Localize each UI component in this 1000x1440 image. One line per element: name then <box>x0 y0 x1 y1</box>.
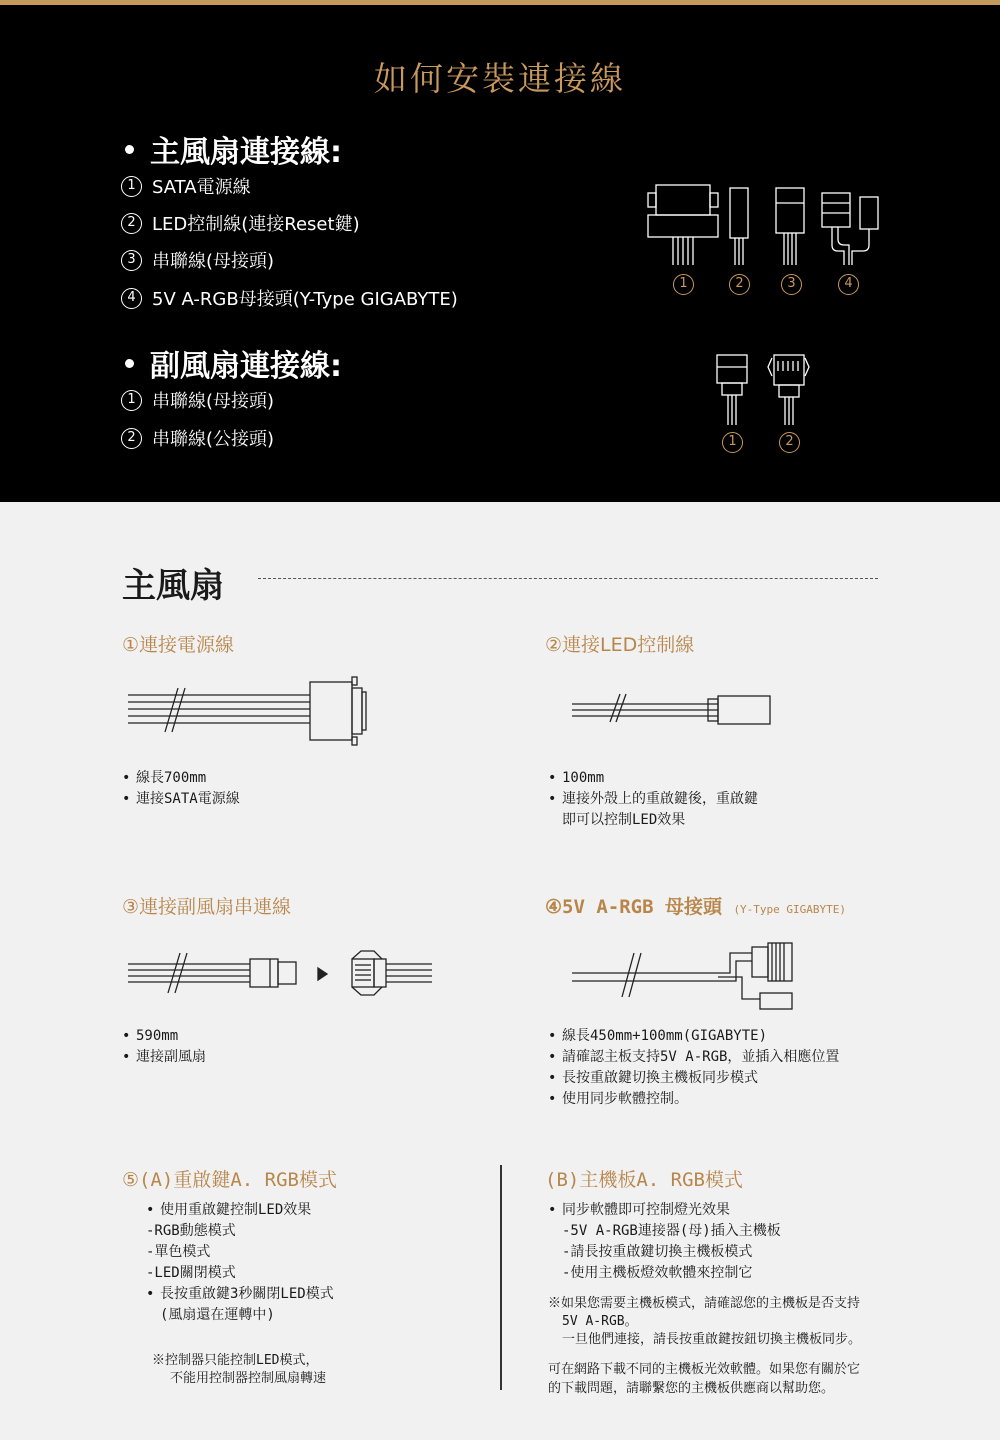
s5b-title: (B)主機板A. RGB模式 <box>545 1169 743 1191</box>
diagram-num-4: 4 <box>838 274 859 295</box>
s2-note-2-cont: 即可以控制LED效果 <box>562 812 686 828</box>
s5b-remark-2: 5V A-RGB。 <box>562 1314 638 1329</box>
s5b-remark <box>548 1295 861 1349</box>
s1-notes <box>122 768 240 810</box>
s4-title-small: (Y-Type GIGABYTE) <box>733 903 847 916</box>
main-fan-heading-text: 主風扇連接線: <box>150 135 342 170</box>
main-item-label: 串聯線(母接頭) <box>152 251 275 272</box>
s4-note-2: • 請確認主板支持5V A-RGB，並插入相應位置 <box>548 1047 839 1068</box>
diagram-num-2: 2 <box>729 274 750 295</box>
diagram-num-3: 3 <box>781 274 802 295</box>
s5a-d2: -單色模式 <box>146 1244 211 1260</box>
sub-diagram-num-1: 1 <box>722 432 743 453</box>
s4-note-1: • 線長450mm+100mm(GIGABYTE) <box>548 1026 839 1047</box>
s5a-remark-2: 不能用控制器控制風扇轉速 <box>170 1371 327 1386</box>
s3-title: ③連接副風扇串連線 <box>122 896 292 918</box>
diagram-num-1: 1 <box>673 274 694 295</box>
sub-diagram-num-2: 2 <box>779 432 800 453</box>
s5b-d3: -使用主機板燈效軟體來控制它 <box>562 1265 753 1281</box>
s4-title <box>545 892 846 919</box>
s5a-d3: -LED關閉模式 <box>146 1265 236 1281</box>
main-item-label: LED控制線(連接Reset鍵) <box>152 214 360 235</box>
s5b-foot-1: 可在網路下載不同的主機板光效軟體。如果您有關於它 <box>548 1362 861 1377</box>
s4-note-4: • 使用同步軟體控制。 <box>548 1089 839 1110</box>
s3-note-1: • 590mm <box>122 1026 206 1047</box>
s2-title: ②連接LED控制線 <box>545 634 695 656</box>
main-item-label: 5V A-RGB母接頭(Y-Type GIGABYTE) <box>152 289 458 310</box>
s3-note-2: • 連接副風扇 <box>122 1047 206 1068</box>
s5a-b2-cont: (風扇還在運轉中) <box>160 1307 275 1323</box>
s4-notes <box>548 1026 839 1110</box>
num-badge: 4 <box>121 288 142 309</box>
argb-cable-illustration <box>560 937 840 1017</box>
s5a-b2: • 長按重啟鍵3秒關閉LED模式 <box>146 1284 334 1305</box>
s5b-remark-1: ※如果您需要主機板模式，請確認您的主機板是否支持 <box>548 1296 861 1311</box>
sub-item-label: 串聯線(公接頭) <box>152 429 275 450</box>
main-connectors-diagram <box>0 5 1000 502</box>
num-badge: 1 <box>121 176 142 197</box>
s5a-b1: • 使用重啟鍵控制LED效果 <box>146 1200 334 1221</box>
s4-title-main: ④5V A-RGB 母接頭 <box>545 896 722 918</box>
main-item-label: SATA電源線 <box>152 177 251 198</box>
s5b-d2: -請長按重啟鍵切換主機板模式 <box>562 1244 753 1260</box>
s5a-remark <box>152 1352 326 1388</box>
s5b-foot-2: 的下載問題，請聯繫您的主機板供應商以幫助您。 <box>548 1381 835 1396</box>
column-divider <box>500 1165 502 1390</box>
s2-note-1: • 100mm <box>548 768 758 789</box>
num-badge: 3 <box>121 250 142 271</box>
s1-note-1: • 線長700mm <box>122 768 240 789</box>
s2-note-2: • 連接外殼上的重啟鍵後，重啟鍵 <box>548 789 758 810</box>
page-title: 如何安裝連接線 <box>374 59 626 98</box>
num-badge: 2 <box>121 213 142 234</box>
s5a-remark-1: ※控制器只能控制LED模式， <box>152 1353 319 1368</box>
sata-cable-illustration <box>120 670 520 770</box>
led-cable-illustration <box>560 690 860 750</box>
s4-note-3: • 長按重啟鍵切換主機板同步模式 <box>548 1068 839 1089</box>
sub-item-label: 串聯線(母接頭) <box>152 391 275 412</box>
s5b-remark-3: 一旦他們連接，請長按重啟鍵按鈕切換主機板同步。 <box>562 1332 862 1347</box>
series-cable-illustration <box>120 945 450 1005</box>
s5a-notes <box>146 1200 334 1326</box>
s1-title: ①連接電源線 <box>122 634 235 656</box>
sub-fan-heading-text: 副風扇連接線: <box>150 349 342 384</box>
s1-note-2: • 連接SATA電源線 <box>122 789 240 810</box>
s5b-b1: • 同步軟體即可控制燈光效果 <box>548 1200 781 1221</box>
s5b-footnote <box>548 1360 860 1398</box>
s3-notes <box>122 1026 206 1068</box>
hero-panel <box>0 5 1000 502</box>
section-title: 主風扇 <box>122 566 224 606</box>
s5a-title: ⑤(A)重啟鍵A. RGB模式 <box>122 1169 337 1191</box>
num-badge: 2 <box>121 428 142 449</box>
section-divider <box>258 578 878 579</box>
s5a-d1: -RGB動態模式 <box>146 1223 236 1239</box>
s5b-d1: -5V A-RGB連接器(母)插入主機板 <box>562 1223 781 1239</box>
s2-notes <box>548 768 758 831</box>
num-badge: 1 <box>121 390 142 411</box>
s5b-notes <box>548 1200 781 1284</box>
